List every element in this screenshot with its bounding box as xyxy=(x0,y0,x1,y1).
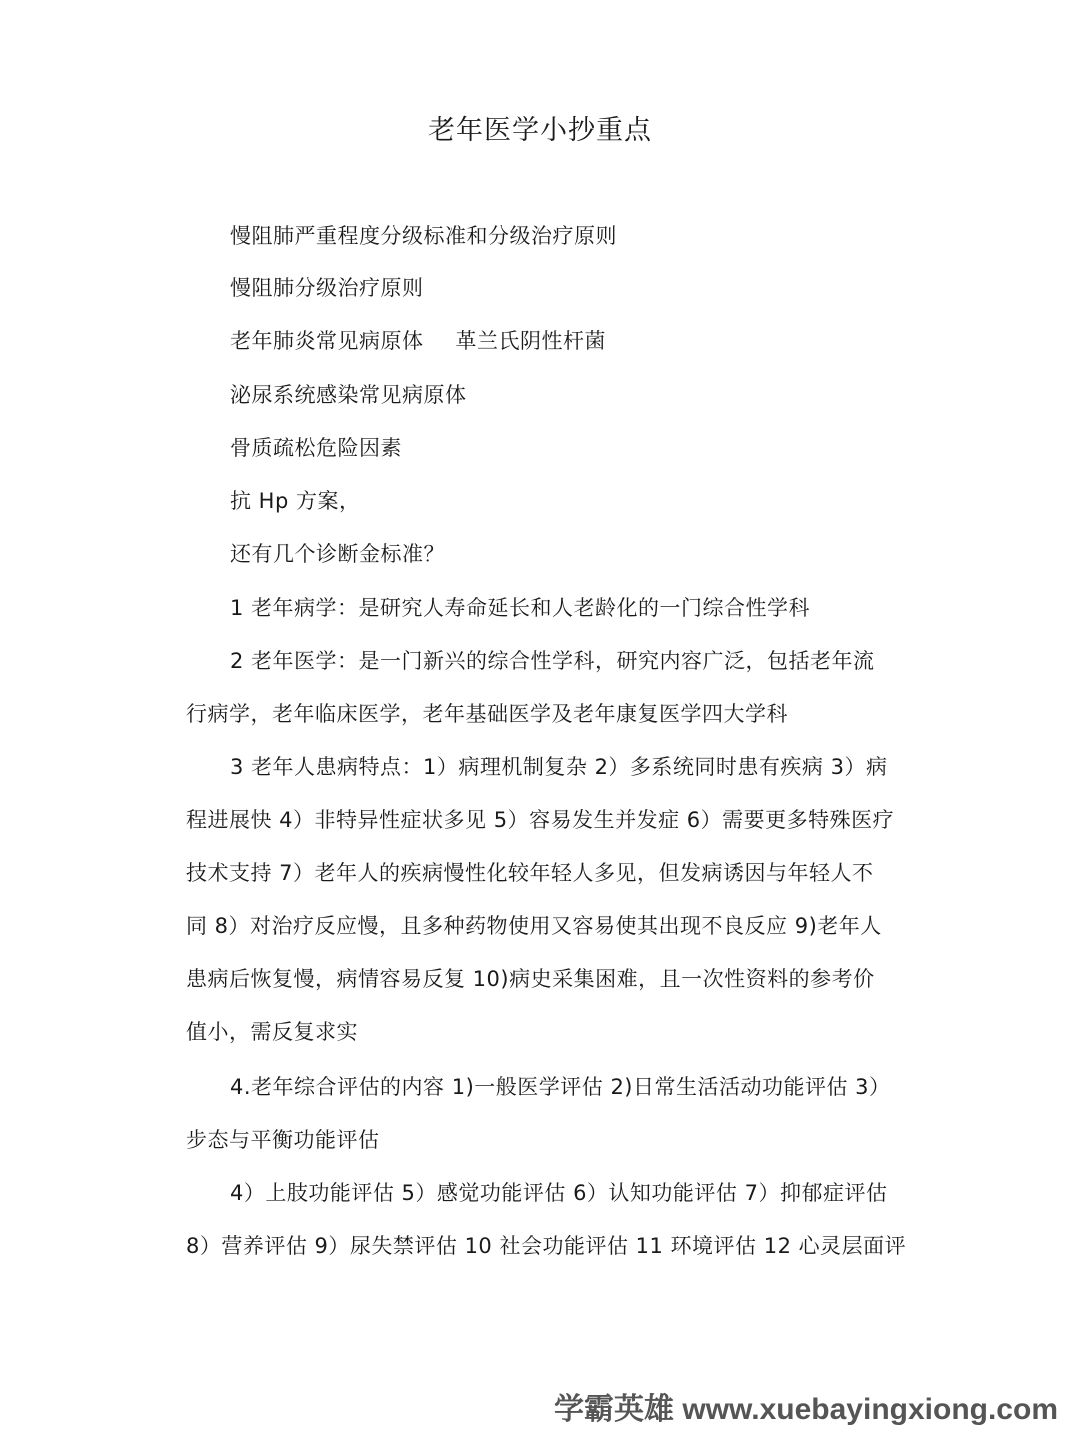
body-line: 3 老年人患病特点：1）病理机制复杂 2）多系统同时患有疾病 3）病 xyxy=(230,755,888,779)
topic-item: 还有几个诊断金标准？ xyxy=(230,542,445,566)
body-line: 步态与平衡功能评估 xyxy=(186,1128,380,1152)
body-line: 值小，需反复求实 xyxy=(186,1020,358,1044)
topic-item: 慢阻肺分级治疗原则 xyxy=(230,276,424,300)
topic-item: 老年肺炎常见病原体 xyxy=(230,329,424,353)
topic-item: 抗 Hp 方案， xyxy=(230,489,361,513)
body-line: 同 8）对治疗反应慢，且多种药物使用又容易使其出现不良反应 9)老年人 xyxy=(186,914,882,938)
topic-item: 慢阻肺严重程度分级标准和分级治疗原则 xyxy=(230,224,617,248)
body-line: 患病后恢复慢，病情容易反复 10)病史采集困难，且一次性资料的参考价 xyxy=(186,967,875,991)
body-line: 程进展快 4）非特异性症状多见 5）容易发生并发症 6）需要更多特殊医疗 xyxy=(186,808,895,832)
body-line: 4.老年综合评估的内容 1)一般医学评估 2)日常生活活动功能评估 3） xyxy=(230,1075,891,1099)
body-line: 技术支持 7）老年人的疾病慢性化较年轻人多见，但发病诱因与年轻人不 xyxy=(186,861,874,885)
topic-answer: 革兰氏阴性杆菌 xyxy=(455,329,606,353)
topic-item: 骨质疏松危险因素 xyxy=(230,436,402,460)
body-line: 4）上肢功能评估 5）感觉功能评估 6）认知功能评估 7）抑郁症评估 xyxy=(230,1181,888,1205)
body-line: 行病学，老年临床医学，老年基础医学及老年康复医学四大学科 xyxy=(186,702,788,726)
watermark: 学霸英雄 www.xuebayingxiong.com xyxy=(554,1393,1058,1426)
body-line: 1 老年病学：是研究人寿命延长和人老龄化的一门综合性学科 xyxy=(230,596,811,620)
body-line: 2 老年医学：是一门新兴的综合性学科，研究内容广泛，包括老年流 xyxy=(230,649,875,673)
page-title: 老年医学小抄重点 xyxy=(428,115,652,146)
topic-item: 泌尿系统感染常见病原体 xyxy=(230,383,467,407)
body-line: 8）营养评估 9）尿失禁评估 10 社会功能评估 11 环境评估 12 心灵层面评 xyxy=(186,1234,907,1258)
topic-item-with-answer xyxy=(230,326,606,356)
